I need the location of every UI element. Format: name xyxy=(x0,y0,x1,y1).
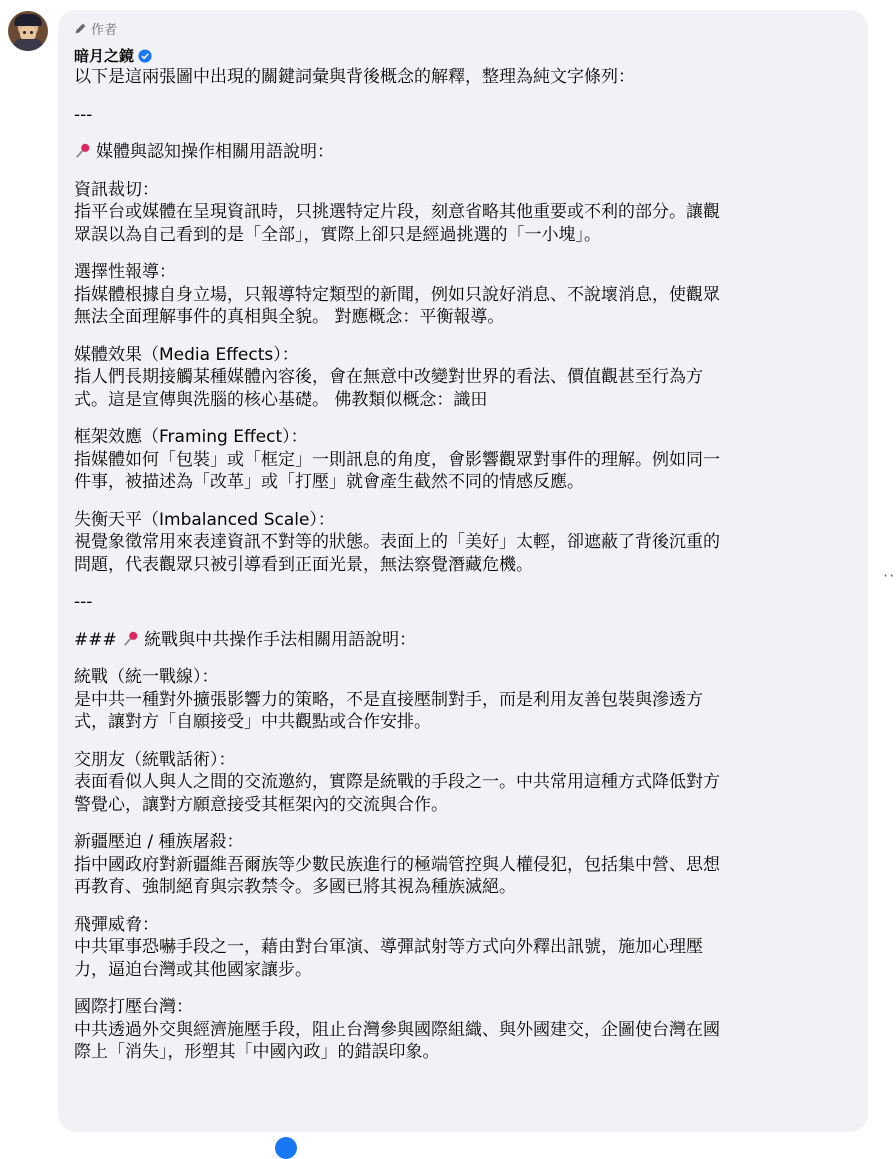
author-badge xyxy=(74,19,117,38)
term-desc: 指平台或媒體在呈現資訊時，只挑選特定片段，刻意省略其他重要或不利的部分。讓觀 xyxy=(74,202,720,222)
comment-text xyxy=(74,66,842,1064)
term-desc: 際上「消失」，形塑其「中國內政」的錯誤印象。 xyxy=(74,1042,440,1062)
pin-icon xyxy=(74,142,92,160)
markdown-prefix: ### xyxy=(74,629,117,650)
term-desc: 眾誤以為自己看到的是「全部」，實際上卻只是經過挑選的「一小塊」。 xyxy=(74,224,601,245)
section-heading-text: 媒體與認知操作相關用語說明： xyxy=(96,142,334,162)
term-desc: 中共透過外交與經濟施壓手段，阻止台灣參與國際組織、與外國建交，企圖使台灣在國 xyxy=(74,1019,720,1040)
term-title: 國際打壓台灣： xyxy=(74,997,193,1017)
term-title: 資訊裁切： xyxy=(74,179,159,200)
term-desc: 是中共一種對外擴張影響力的策略，不是直接壓制對手，而是利用友善包裝與滲透方 xyxy=(74,689,703,710)
divider: --- xyxy=(74,104,93,125)
author-badge-label: 作者 xyxy=(91,23,118,38)
divider: --- xyxy=(74,592,93,612)
term-desc: 再教育、強制絕育與宗教禁令。多國已將其視為種族滅絕。 xyxy=(74,877,516,897)
term-desc: 指媒體如何「包裝」或「框定」一則訊息的角度，會影響觀眾對事件的理解。例如同一 xyxy=(74,449,720,470)
author-name[interactable]: 暗月之鏡 xyxy=(74,47,135,65)
term-title: 飛彈威脅： xyxy=(74,914,159,935)
term-desc: 式。這是宣傳與洗腦的核心基礎。 佛教類似概念：識田 xyxy=(74,389,488,410)
term-title: 選擇性報導： xyxy=(74,262,176,282)
term-desc: 件事，被描述為「改革」或「打壓」就會產生截然不同的情感反應。 xyxy=(74,472,584,492)
term-desc: 中共軍事恐嚇手段之一，藉由對台軍演、導彈試射等方式向外釋出訊號，施加心理壓 xyxy=(74,937,703,957)
term-title: 框架效應（Framing Effect）： xyxy=(74,427,308,447)
term-desc: 問題，代表觀眾只被引導看到正面光景，無法察覺潛藏危機。 xyxy=(74,554,533,575)
term-desc: 指中國政府對新疆維吾爾族等少數民族進行的極端管控與人權侵犯，包括集中營、思想 xyxy=(74,854,720,875)
section-heading xyxy=(74,141,842,164)
section-heading xyxy=(74,629,842,652)
term-title: 新疆壓迫 / 種族屠殺： xyxy=(74,832,244,852)
term-desc: 式，讓對方「自願接受」中共觀點或合作安排。 xyxy=(74,712,431,732)
pencil-icon xyxy=(74,22,87,35)
term-desc: 視覺象徵常用來表達資訊不對等的狀態。表面上的「美好」太輕，卻遮蔽了背後沉重的 xyxy=(74,532,720,552)
term-title: 媒體效果（Media Effects）： xyxy=(74,344,299,365)
term-desc: 指人們長期接觸某種媒體內容後，會在無意中改變對世界的看法、價值觀甚至行為方 xyxy=(74,367,703,387)
verified-icon xyxy=(138,49,152,63)
term-desc: 指媒體根據自身立場，只報導特定類型的新聞，例如只說好消息、不說壞消息，使觀眾 xyxy=(74,284,720,305)
pin-icon xyxy=(122,630,140,648)
section-heading-text: 統戰與中共操作手法相關用語說明： xyxy=(144,629,417,650)
term-desc: 力，逼迫台灣或其他國家讓步。 xyxy=(74,959,312,980)
term-title: 失衡天平（Imbalanced Scale）： xyxy=(74,509,335,530)
term-desc: 警覺心，讓對方願意接受其框架內的交流與合作。 xyxy=(74,794,448,815)
reaction-icon[interactable] xyxy=(275,1137,297,1159)
term-title: 統戰（統一戰線）： xyxy=(74,667,219,687)
term-desc: 表面看似人與人之間的交流邀約，實際是統戰的手段之一。中共常用這種方式降低對方 xyxy=(74,772,720,792)
term-desc: 無法全面理解事件的真相與全貌。 對應概念：平衡報導。 xyxy=(74,307,505,327)
term-title: 交朋友（統戰話術）： xyxy=(74,749,236,770)
avatar[interactable] xyxy=(8,11,48,51)
more-options-icon[interactable]: ·· xyxy=(883,566,896,585)
intro-text: 以下是這兩張圖中出現的關鍵詞彙與背後概念的解釋，整理為純文字條列： xyxy=(74,67,635,87)
author-name-row xyxy=(74,45,152,66)
